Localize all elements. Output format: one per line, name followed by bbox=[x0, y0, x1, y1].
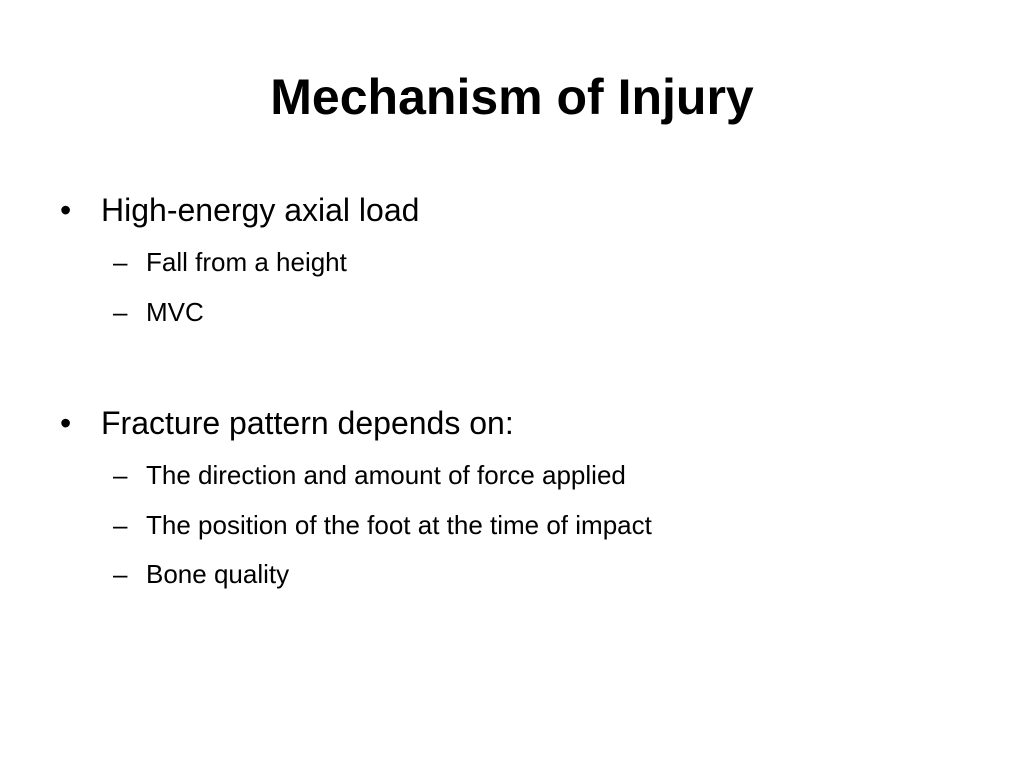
dash-icon: – bbox=[113, 510, 128, 540]
dash-icon: – bbox=[113, 297, 128, 327]
dash-icon: – bbox=[113, 460, 128, 490]
bullet-text: Fracture pattern depends on: bbox=[101, 405, 514, 441]
sub-bullet-text: The direction and amount of force applied bbox=[146, 460, 626, 490]
sub-bullet-text: Bone quality bbox=[146, 559, 290, 589]
sub-bullet-text: The position of the foot at the time of impact bbox=[146, 510, 652, 540]
dash-icon: – bbox=[113, 559, 128, 589]
dash-icon: – bbox=[113, 247, 128, 277]
slide-title: Mechanism of Injury bbox=[270, 69, 754, 125]
bullet-icon: • bbox=[60, 192, 72, 228]
bullet-icon: • bbox=[60, 405, 72, 441]
sub-bullet-text: MVC bbox=[146, 297, 204, 327]
bullet-text: High-energy axial load bbox=[101, 192, 420, 228]
sub-bullet-text: Fall from a height bbox=[146, 247, 347, 277]
